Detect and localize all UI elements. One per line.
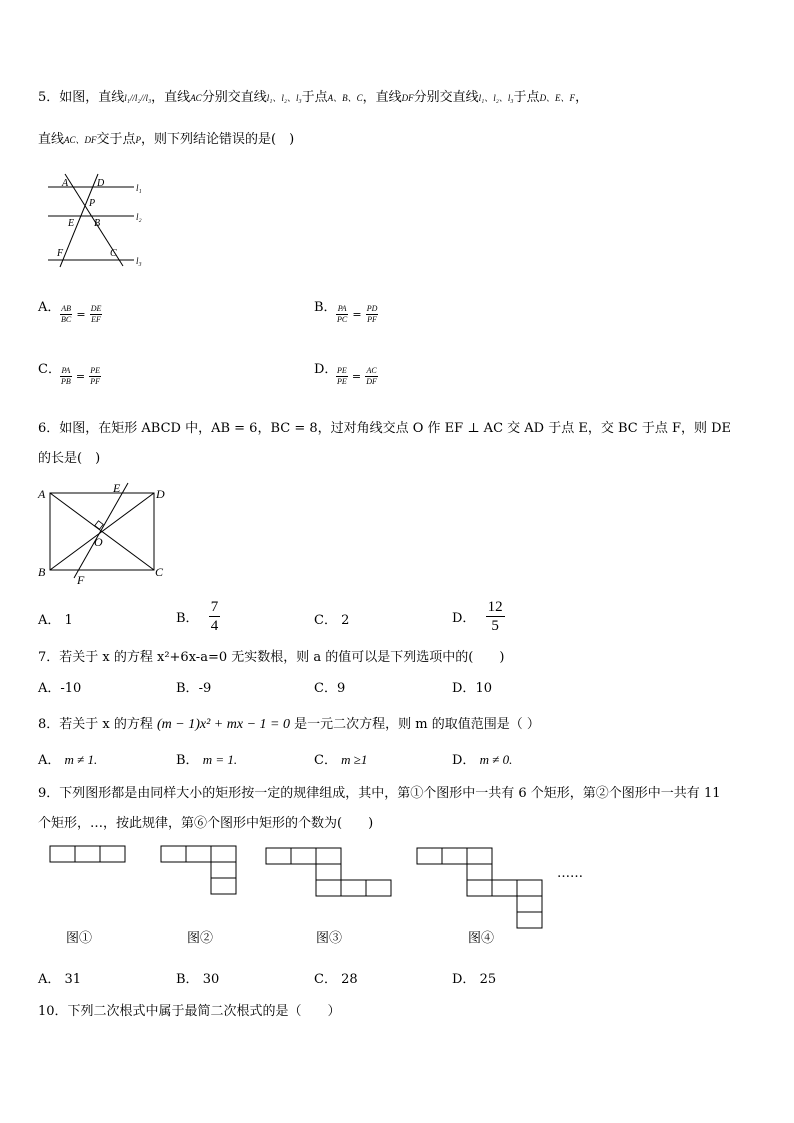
q9-stem-line2: 个矩形，…，按此规律，第⑥个图形中矩形的个数为( ) — [38, 816, 374, 831]
q6-label-D: D — [156, 487, 165, 501]
q6-label-A: A — [38, 487, 46, 501]
q5-label-C: C — [110, 248, 117, 259]
q5-label-l1: l₁ — [136, 183, 142, 193]
q9-stem-line1: 9．下列图形都是由同样大小的矩形按一定的规律组成，其中，第①个图形中一共有 6 个矩形，第②个图形中一共有 11 — [38, 786, 721, 801]
q9-fig3-label: 图③ — [316, 931, 343, 946]
q6-option-c[interactable]: C． 2 — [314, 613, 350, 628]
q8-option-d[interactable]: D． m ≠ 0. — [452, 752, 513, 768]
q5-option-d[interactable]: D． — [314, 362, 338, 377]
q5-option-c-formula: $\frac{PA}{PB}$ = $\frac{PE}{PF}$ — [61, 366, 101, 386]
q8-option-c[interactable]: C． m ≥1 — [314, 752, 368, 768]
q6-stem-line1: 6．如图，在矩形 ABCD 中，AB = 6，BC = 8，过对角线交点 O 作 EF ⊥ AC 交 AD 于点 E，交 BC 于点 F，则 DE — [38, 421, 732, 436]
q6-option-d[interactable]: D． $\frac{12}{5}$ — [452, 599, 503, 634]
q9-fig4-label: 图④ — [468, 931, 495, 946]
q5-label-B: B — [94, 218, 101, 229]
q6-option-b[interactable]: B． $\frac{7}{4}$ — [176, 599, 219, 634]
q5-label-l2: l₂ — [136, 212, 142, 222]
q9-fig1-label: 图① — [66, 931, 93, 946]
q9-fig2-label: 图② — [187, 931, 214, 946]
q5-label-P: P — [89, 198, 96, 209]
q9-option-c[interactable]: C． 28 — [314, 972, 358, 987]
q8-stem: 8．若关于 x 的方程 (m − 1)x² + mx − 1 = 0 是一元二次方程，则 m 的取值范围是（ ） — [38, 717, 540, 732]
q5-option-d-formula: $\frac{PE}{PE}$ = $\frac{AC}{DF}$ — [337, 366, 377, 386]
q7-stem: 7．若关于 x 的方程 x²+6x-a=0 无实数根，则 a 的值可以是下列选项中的( ) — [38, 650, 505, 665]
q5-stem-line1: 5．如图，直线l₁//l₂//l₃，直线AC分别交直线l₁、l₂、l₃于点A、B、C，直线DF分别交直线l₁、l₂、l₃于点D、E、F， — [38, 90, 589, 105]
q9-option-b[interactable]: B． 30 — [176, 972, 220, 987]
q5-option-b[interactable]: B． — [314, 300, 337, 315]
q5-label-A: A — [62, 178, 69, 189]
q5-label-E: E — [68, 218, 75, 229]
q9-option-a[interactable]: A． 31 — [38, 972, 82, 987]
q7-option-d[interactable]: D．10 — [452, 681, 492, 696]
q5-option-a-formula: $\frac{AB}{BC}$ = $\frac{DE}{EF}$ — [61, 304, 102, 324]
q10-stem: 10．下列二次根式中属于最简二次根式的是（ ） — [38, 1004, 341, 1019]
q8-option-b[interactable]: B． m = 1. — [176, 752, 238, 768]
q5-option-a[interactable]: A． — [38, 300, 61, 315]
q6-label-B: B — [38, 565, 46, 579]
q6-label-E: E — [113, 481, 121, 495]
q9-option-d[interactable]: D． 25 — [452, 972, 497, 987]
q6-label-O: O — [94, 535, 103, 549]
q9-ellipsis: …… — [557, 866, 583, 881]
q6-figure — [36, 478, 172, 588]
q5-label-D: D — [97, 178, 105, 189]
q5-figure — [38, 170, 148, 270]
q6-label-C: C — [155, 565, 164, 579]
q7-option-a[interactable]: A．-10 — [38, 681, 82, 696]
q5-label-l3: l₃ — [136, 256, 142, 266]
q8-equation: (m − 1)x² + mx − 1 = 0 — [157, 717, 290, 732]
q5-option-b-formula: $\frac{PA}{PC}$ = $\frac{PD}{PF}$ — [337, 304, 378, 324]
q5-label-F: F — [57, 248, 64, 259]
q7-option-c[interactable]: C．9 — [314, 681, 346, 696]
q6-stem-line2: 的长是( ) — [38, 451, 101, 466]
q6-option-a[interactable]: A． 1 — [38, 613, 73, 628]
q8-option-a[interactable]: A． m ≠ 1. — [38, 752, 98, 768]
q5-stem-line2: 直线AC、DF交于点P，则下列结论错误的是( ) — [38, 132, 295, 147]
q7-option-b[interactable]: B．-9 — [176, 681, 212, 696]
q5-option-c[interactable]: C． — [38, 362, 61, 377]
q6-label-F: F — [77, 573, 85, 587]
